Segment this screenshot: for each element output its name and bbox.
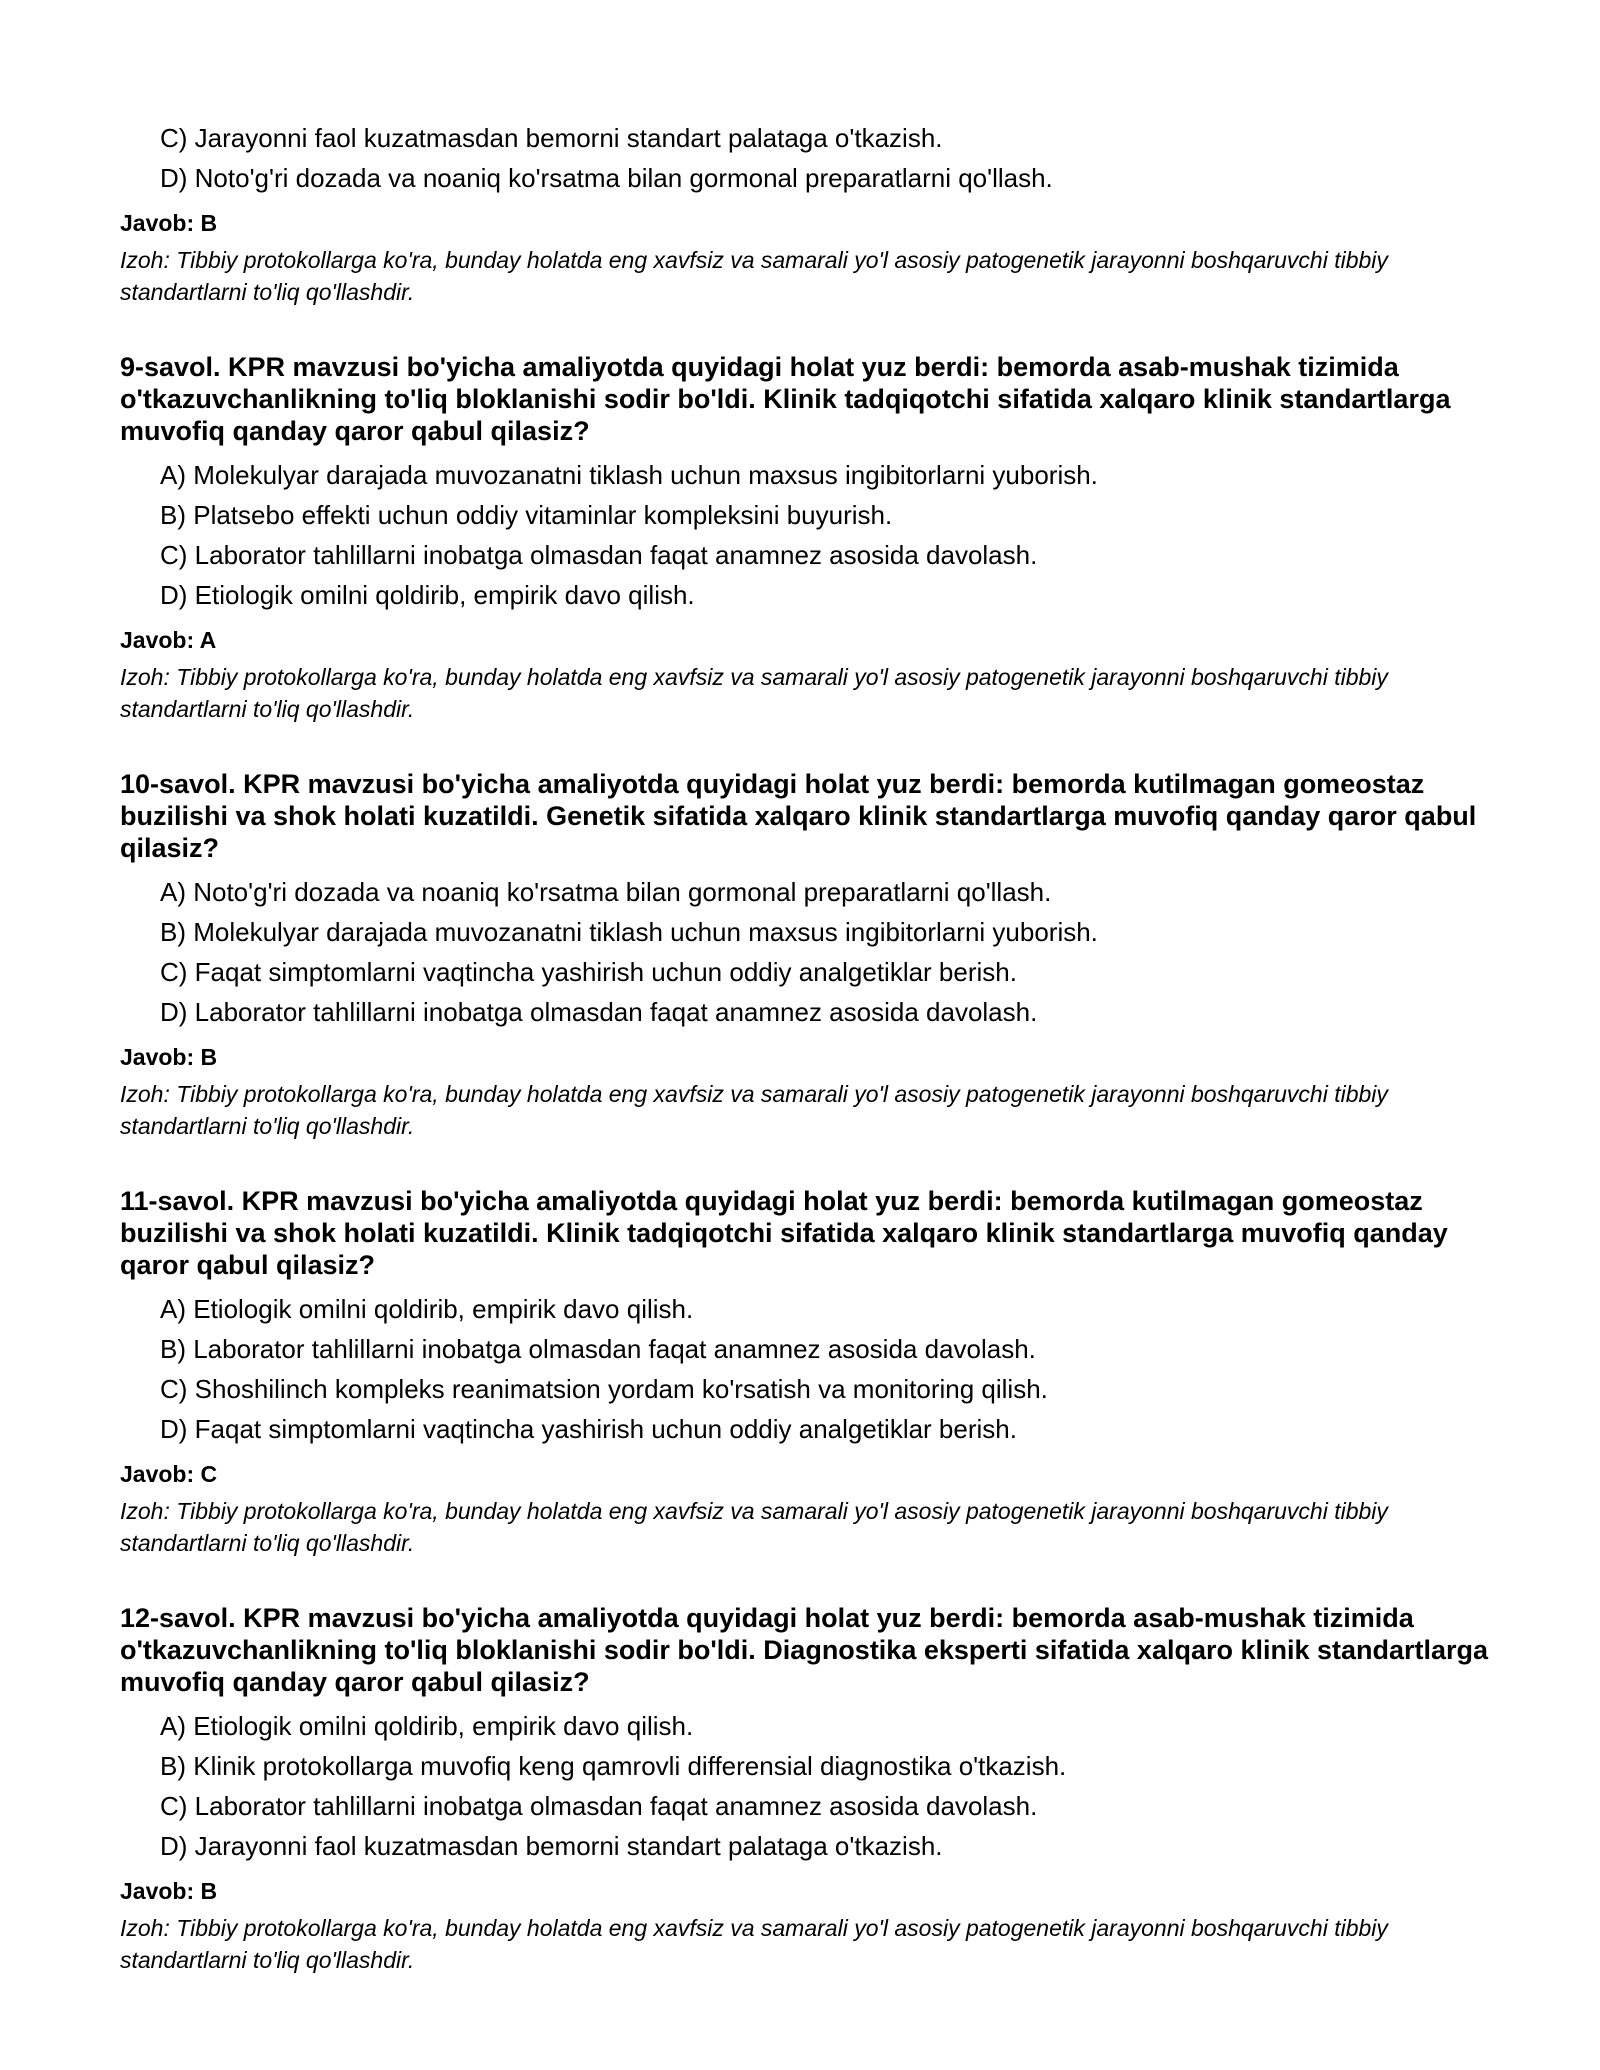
question-text: 11-savol. KPR mavzusi bo'yicha amaliyotda quyidagi holat yuz berdi: bemorda kutilmagan gomeostaz buzilishi va shok holati kuzatildi. Klinik tadqiqotchi sifatida xalqaro klinik standartlarga muvofiq qanday qaror qabul qilasiz? (120, 1186, 1448, 1280)
answer-label: Javob: B (120, 1878, 218, 1904)
option-d: D) Laborator tahlillarni inobatga olmasdan faqat anamnez asosida davolash. (160, 997, 1038, 1027)
question-text: 12-savol. KPR mavzusi bo'yicha amaliyotda quyidagi holat yuz berdi: bemorda asab-mushak tizimida o'tkazuvchanlikning to'liq bloklanishi sodir bo'ldi. Diagnostika eksperti sifatida xalqaro klinik standartlarga muvofiq qanday qaror qabul qilasiz? (120, 1603, 1489, 1697)
question-12 (120, 1602, 1500, 1976)
option-b: B) Molekulyar darajada muvozanatni tiklash uchun maxsus ingibitorlarni yuborish. (160, 917, 1098, 947)
option-d: D) Noto'g'ri dozada va noaniq ko'rsatma bilan gormonal preparatlarni qo'llash. (160, 163, 1053, 193)
option-d: D) Faqat simptomlarni vaqtincha yashirish uchun oddiy analgetiklar berish. (160, 1414, 1017, 1444)
document-page (120, 118, 1500, 1976)
option-b: B) Klinik protokollarga muvofiq keng qamrovli differensial diagnostika o'tkazish. (160, 1751, 1067, 1781)
option-b: B) Laborator tahlillarni inobatga olmasdan faqat anamnez asosida davolash. (160, 1334, 1036, 1364)
option-c: C) Shoshilinch kompleks reanimatsion yordam ko'rsatish va monitoring qilish. (160, 1374, 1048, 1404)
question-text: 9-savol. KPR mavzusi bo'yicha amaliyotda quyidagi holat yuz berdi: bemorda asab-mushak tizimida o'tkazuvchanlikning to'liq bloklanishi sodir bo'ldi. Klinik tadqiqotchi sifatida xalqaro klinik standartlarga muvofiq qanday qaror qabul qilasiz? (120, 352, 1451, 446)
question-10 (120, 768, 1500, 1142)
option-c: C) Laborator tahlillarni inobatga olmasdan faqat anamnez asosida davolash. (160, 1791, 1038, 1821)
option-a: A) Etiologik omilni qoldirib, empirik davo qilish. (160, 1711, 694, 1741)
option-a: A) Noto'g'ri dozada va noaniq ko'rsatma bilan gormonal preparatlarni qo'llash. (160, 877, 1052, 907)
question-9 (120, 351, 1500, 725)
explanation-note: Izoh: Tibbiy protokollarga ko'ra, bunday holatda eng xavfsiz va samarali yo'l asosiy patogenetik jarayonni boshqaruvchi tibbiy standartlarni to'liq qo'llashdir. (120, 1915, 1388, 1973)
answer-label: Javob: C (120, 1461, 218, 1487)
option-d: D) Jarayonni faol kuzatmasdan bemorni standart palataga o'tkazish. (160, 1831, 943, 1861)
explanation-note: Izoh: Tibbiy protokollarga ko'ra, bunday holatda eng xavfsiz va samarali yo'l asosiy patogenetik jarayonni boshqaruvchi tibbiy standartlarni to'liq qo'llashdir. (120, 664, 1388, 722)
question-carryover (120, 118, 1500, 308)
explanation-note: Izoh: Tibbiy protokollarga ko'ra, bunday holatda eng xavfsiz va samarali yo'l asosiy patogenetik jarayonni boshqaruvchi tibbiy standartlarni to'liq qo'llashdir. (120, 1081, 1388, 1139)
explanation-note: Izoh: Tibbiy protokollarga ko'ra, bunday holatda eng xavfsiz va samarali yo'l asosiy patogenetik jarayonni boshqaruvchi tibbiy standartlarni to'liq qo'llashdir. (120, 247, 1388, 305)
option-a: A) Molekulyar darajada muvozanatni tiklash uchun maxsus ingibitorlarni yuborish. (160, 460, 1098, 490)
option-d: D) Etiologik omilni qoldirib, empirik davo qilish. (160, 580, 695, 610)
option-c: C) Faqat simptomlarni vaqtincha yashirish uchun oddiy analgetiklar berish. (160, 957, 1017, 987)
explanation-note: Izoh: Tibbiy protokollarga ko'ra, bunday holatda eng xavfsiz va samarali yo'l asosiy patogenetik jarayonni boshqaruvchi tibbiy standartlarni to'liq qo'llashdir. (120, 1498, 1388, 1556)
answer-label: Javob: B (120, 210, 218, 236)
option-a: A) Etiologik omilni qoldirib, empirik davo qilish. (160, 1294, 694, 1324)
option-c: C) Jarayonni faol kuzatmasdan bemorni standart palataga o'tkazish. (160, 123, 943, 153)
question-11 (120, 1185, 1500, 1559)
answer-label: Javob: B (120, 1044, 218, 1070)
answer-label: Javob: A (120, 627, 217, 653)
option-b: B) Platsebo effekti uchun oddiy vitaminlar kompleksini buyurish. (160, 500, 893, 530)
option-c: C) Laborator tahlillarni inobatga olmasdan faqat anamnez asosida davolash. (160, 540, 1038, 570)
question-text: 10-savol. KPR mavzusi bo'yicha amaliyotda quyidagi holat yuz berdi: bemorda kutilmagan gomeostaz buzilishi va shok holati kuzatildi. Genetik sifatida xalqaro klinik standartlarga muvofiq qanday qaror qabul qilasiz? (120, 769, 1477, 863)
